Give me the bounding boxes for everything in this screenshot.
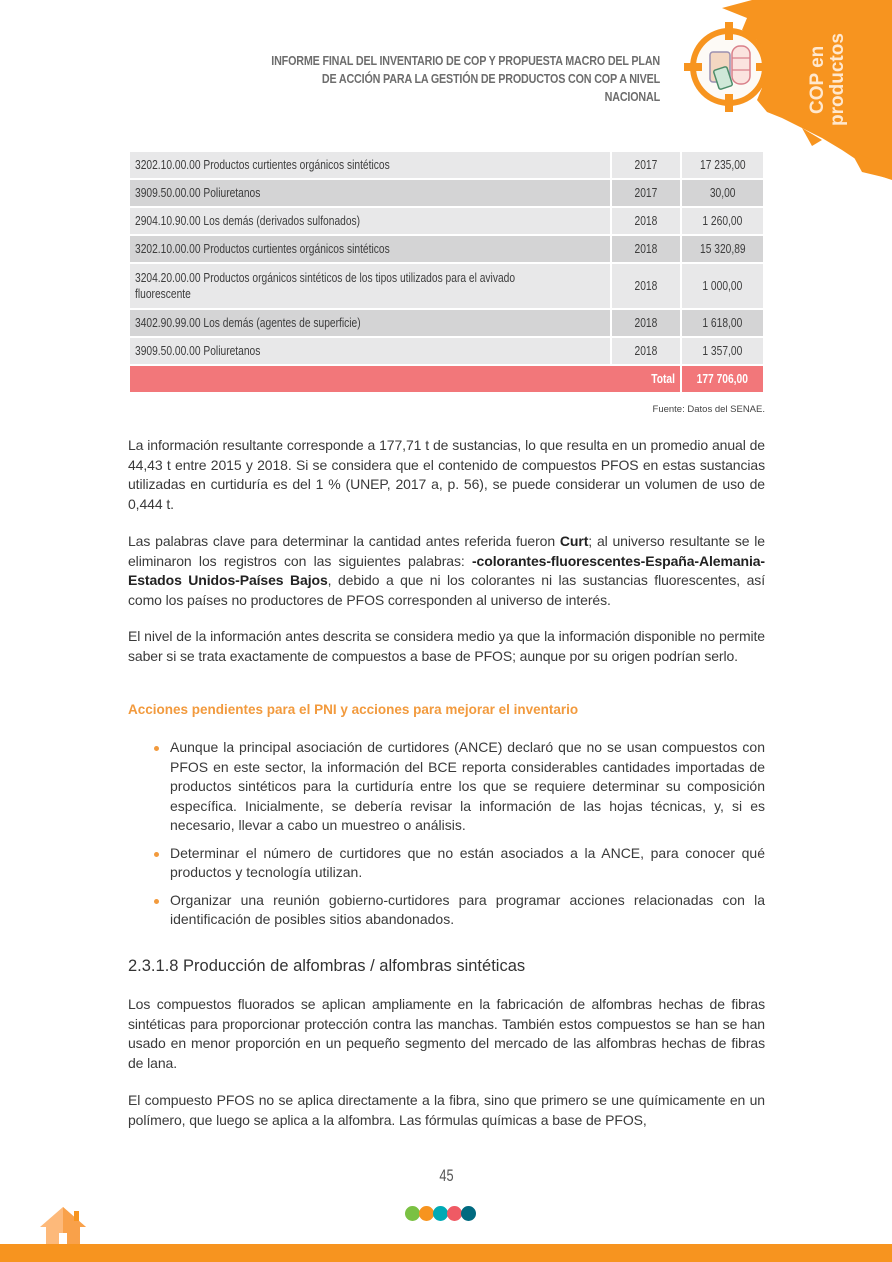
text: ; al universo resultante se le eliminaron los registros con las siguientes palabras: [128, 533, 765, 569]
table-row [129, 235, 764, 263]
year-cell: 2018 [611, 263, 681, 309]
products-target-icon [684, 22, 774, 112]
dot-teal-icon [433, 1206, 448, 1221]
table-row [129, 309, 764, 337]
color-dots-decoration [405, 1206, 475, 1222]
header-line-1: INFORME FINAL DEL INVENTARIO DE COP Y PROPUESTA MACRO DEL PLAN [271, 54, 660, 68]
value-cell: 15 320,89 [681, 235, 764, 263]
list-item [150, 844, 765, 883]
table-row [129, 263, 764, 309]
year-cell: 2018 [611, 235, 681, 263]
value-cell: 1 000,00 [681, 263, 764, 309]
paragraph-results: La información resultante corresponde a 177,71 t de sustancias, lo que resulta en un promedio anual de 44,43 t entre 2015 y 2018. Si se considera que el contenido de compuestos PFOS en estas sustancias utilizadas en curtiduría es del 1 % (UNEP, 2017 a, p. 56), se puede considerar un volumen de uso de 0,444 t. [128, 437, 765, 513]
year-cell: 2018 [611, 207, 681, 235]
year-cell: 2017 [611, 151, 681, 179]
value-cell: 30,00 [681, 179, 764, 207]
product-cell: 3202.10.00.00 Productos curtientes orgánicos sintéticos [129, 151, 611, 179]
table-row [129, 179, 764, 207]
table-source-note: Fuente: Datos del SENAE. [652, 404, 765, 415]
paragraph-pfos-polymer: El compuesto PFOS no se aplica directamente a la fibra, sino que primero se une químicamente en un polímero, que luego se aplica a la alfombra. Las fórmulas químicas a base de PFOS, [128, 1092, 765, 1128]
header-line-2: DE ACCIÓN PARA LA GESTIÓN DE PRODUCTOS CON COP A NIVEL NACIONAL [321, 72, 660, 104]
total-value-cell: 177 706,00 [681, 365, 764, 393]
dot-orange-icon [419, 1206, 434, 1221]
keyword-curt: Curt [559, 533, 589, 549]
list-item [150, 891, 765, 930]
value-cell: 1 618,00 [681, 309, 764, 337]
dot-green-icon [405, 1206, 420, 1221]
pending-actions-list [150, 738, 765, 938]
table-row [129, 207, 764, 235]
bullet-icon [154, 899, 159, 904]
product-cell: 3402.90.99.00 Los demás (agentes de superficie) [129, 309, 611, 337]
list-item-text: Determinar el número de curtidores que no están asociados a la ANCE, para conocer qué productos y tecnología utilizan. [170, 844, 765, 880]
product-cell: 3202.10.00.00 Productos curtientes orgánicos sintéticos [129, 235, 611, 263]
section-badge-label: COP en productos [807, 33, 848, 127]
year-cell: 2018 [611, 337, 681, 365]
total-label-cell: Total [129, 365, 681, 393]
year-cell: 2018 [611, 309, 681, 337]
home-icon[interactable] [38, 1205, 88, 1245]
paragraph-keywords [128, 532, 765, 611]
table-row [129, 151, 764, 179]
list-item-text: Organizar una reunión gobierno-curtidores para programar acciones relacionadas con la identificación de posibles sitios abandonados. [170, 891, 765, 927]
product-cell: 3204.20.00.00 Productos orgánicos sintéticos de los tipos utilizados para el avivado fluorescente [129, 263, 611, 309]
page-number-text: 45 [438, 1166, 454, 1185]
dot-dark-teal-icon [461, 1206, 476, 1221]
bullet-icon [154, 852, 159, 857]
imports-table [128, 150, 765, 394]
list-item-text: Aunque la principal asociación de curtidores (ANCE) declaró que no se usan compuestos con PFOS en este sector, la información del BCE reporta considerables cantidades importadas de productos sintéticos para la curtiduría entre los que se requiere determinar su composición específica. Inicialmente, se debería revisar la información de las hojas técnicas, y, si es necesario, llevar a cabo un muestreo o análisis. [170, 739, 765, 833]
paragraph-info-level: El nivel de la información antes descrita se considera medio ya que la información disponible no permite saber si se trata exactamente de compuestos a base de PFOS; aunque por su origen podrían serlo. [128, 628, 765, 664]
year-cell: 2017 [611, 179, 681, 207]
bullet-icon [154, 746, 159, 751]
value-cell: 1 260,00 [681, 207, 764, 235]
text: , debido a que ni los colorantes ni las sustancias fluorescentes, así como los países no productores de PFOS corresponden al universo de interés. [128, 572, 765, 609]
table-total-row [129, 365, 764, 393]
text: Las palabras clave para determinar la cantidad antes referida fueron [128, 533, 560, 549]
excluded-keywords: -colorantes-fluorescentes-España-Alemania-Estados Unidos-Países Bajos [128, 552, 765, 589]
pending-actions-heading: Acciones pendientes para el PNI y acciones para mejorar el inventario [128, 702, 579, 717]
page-number [0, 1166, 892, 1186]
section-title: 2.3.1.8 Producción de alfombras / alfombras sintéticas [128, 957, 526, 975]
list-item [150, 738, 765, 836]
product-cell: 3909.50.00.00 Poliuretanos [129, 337, 611, 365]
value-cell: 1 357,00 [681, 337, 764, 365]
document-header-title [264, 52, 660, 106]
dot-red-icon [447, 1206, 462, 1221]
product-cell: 2904.10.90.00 Los demás (derivados sulfonados) [129, 207, 611, 235]
product-cell: 3909.50.00.00 Poliuretanos [129, 179, 611, 207]
footer-bar [0, 1244, 892, 1262]
value-cell: 17 235,00 [681, 151, 764, 179]
table-row [129, 337, 764, 365]
paragraph-carpets: Los compuestos fluorados se aplican ampliamente en la fabricación de alfombras hechas de fibras sintéticas para proporcionar protección contra las manchas. También estos compuestos se han se han usado en menor proporción en un pequeño segmento del mercado de las alfombras hechas de fibras de lana. [128, 996, 765, 1072]
